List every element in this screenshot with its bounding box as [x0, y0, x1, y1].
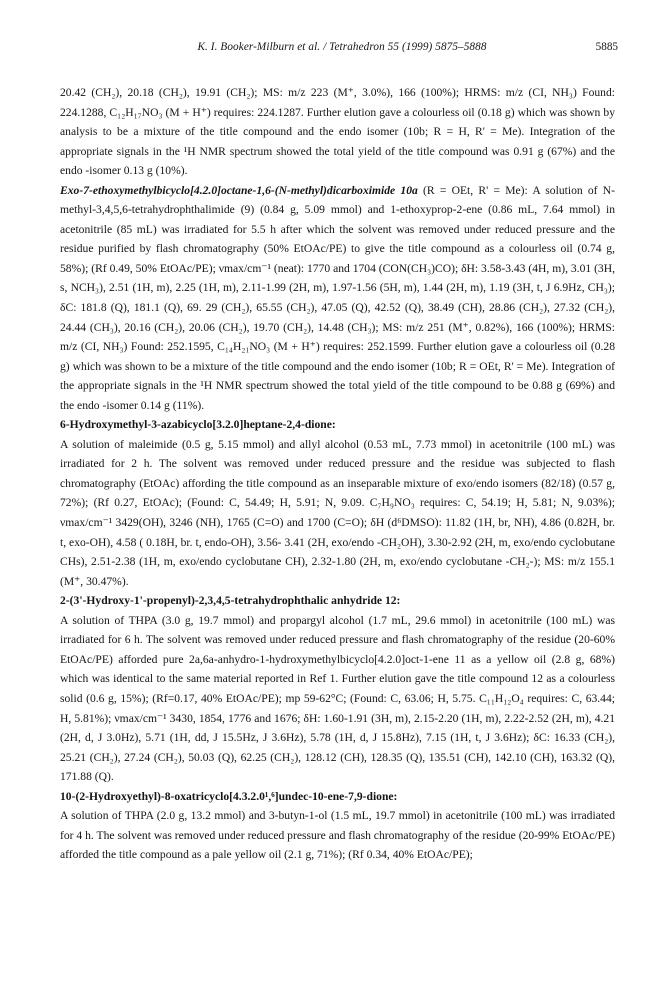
running-head: K. I. Booker-Milburn et al. / Tetrahedron 55 (1999) 5875–5888: [197, 41, 487, 53]
section-heading: 2-(3'-Hydroxy-1'-propenyl)-2,3,4,5-tetrahydrophthalic anhydride 12:: [60, 594, 401, 608]
paragraph-compound-10a: [60, 181, 615, 416]
paragraph-text: A solution of THPA (2.0 g, 13.2 mmol) and 3-butyn-1-ol (1.5 mL, 19.7 mmol) in acetonitrile (100 mL) was irradiated for 4 h. The solvent was removed under reduced pressure and flash chromatography of the residue (20-99% EtOAc/PE) afforded the title compound as a pale yellow oil (2.1 g, 71%); (Rf 0.34, 40% EtOAc/PE);: [60, 809, 615, 862]
compound-heading: Exo-7-ethoxymethylbicyclo[4.2.0]octane-1,6-(N-methyl)dicarboximide 10a: [60, 183, 418, 197]
section-heading: 6-Hydroxymethyl-3-azabicyclo[3.2.0]heptane-2,4-dione:: [60, 418, 336, 432]
section-heading: 10-(2-Hydroxyethyl)-8-oxatricyclo[4.3.2.0¹,⁶]undec-10-ene-7,9-dione:: [60, 789, 398, 803]
paragraph-text: 20.42 (CH₂), 20.18 (CH₂), 19.91 (CH₂); MS: m/z 223 (M⁺, 3.0%), 166 (100%); HRMS: m/z (CI, NH₃) Found: 224.1288, C₁₂H₁₇NO₃ (M + H⁺) requires: 224.1287. Further elution gave a colourless oil (0.18 g) which was shown by analysis to be a mixture of the title compound and the endo isomer (10b; R = H, R' = Me). Integration of the appropriate signals in the ¹H NMR spectrum showed the total yield of the title compound was 0.91 g (67%) and the endo -isomer 0.13 g (10%).: [60, 86, 615, 178]
paragraph-text: A solution of maleimide (0.5 g, 5.15 mmol) and allyl alcohol (0.53 mL, 7.73 mmol) in acetonitrile (100 mL) was irradiated for 2 h. The solvent was removed under reduced pressure and the residue was subjected to flash chromatography (EtOAc) affording the title compound as an inseparable mixture of exo/endo isomers (82/18) (0.57 g, 72%); (Rf 0.27, EtOAc); (Found: C, 54.49; H, 5.91; N, 9.09. C₇H₉NO₃ requires: C, 54.19; H, 5.81; N, 9.03%); νmax/cm⁻¹ 3429(OH), 3246 (NH), 1765 (C=O) and 1700 (C=O); δH (d⁶DMSO): 11.82 (1H, br, NH), 4.86 (0.82H, br. t, exo-OH), 4.58 ( 0.18H, br. t, endo-OH), 3.56- 3.41 (2H, exo/endo -CH₂OH), 3.30-2.92 (2H, m, exo/endo cyclobutane CHs), 2.51-2.38 (1H, m, exo/endo cyclobutane CH), 2.32-1.80 (2H, m, exo/endo cyclobutane -CH₂-); MS: m/z 155.1 (M⁺, 30.47%).: [60, 437, 615, 588]
paragraph-text: A solution of THPA (3.0 g, 19.7 mmol) and propargyl alcohol (1.7 mL, 29.6 mmol) in acetonitrile (100 mL) was irradiated for 6 h. The solvent was removed under reduced pressure and flash chromatography of the residue (20-60% EtOAc/PE) afforded pure 2a,6a-anhydro-1-hydroxymethylbicyclo[4.2.0]oct-1-ene 11 as a yellow oil (2.8 g, 68%) which was identical to the same material reported in Ref 1. Further elution gave the title compound 12 as a colourless solid (0.6 g, 15%); (Rf=0.17, 40% EtOAc/PE); mp 59-62°C; (Found: C, 63.06; H, 5.75. C₁₁H₁₂O₄ requires: C, 63.44; H, 5.81%); νmax/cm⁻¹ 3430, 1854, 1776 and 1676; δH: 1.60-1.91 (3H, m), 2.15-2.20 (1H, m), 2.22-2.52 (2H, m), 4.21 (2H, d, J 3.0Hz), 5.71 (1H, dd, J 15.5Hz, J 3.6Hz), 5.78 (1H, d, J 15.8Hz), 7.15 (1H, t, J 3.6Hz); δC: 16.33 (CH₂), 25.21 (CH₂), 27.24 (CH₂), 50.03 (Q), 62.25 (CH₂), 128.12 (CH), 128.35 (Q), 135.51 (CH), 142.10 (CH), 163.32 (Q), 171.88 (Q).: [60, 613, 615, 784]
paragraph-continued: [60, 83, 615, 181]
paragraph-text: (R = OEt, R' = Me): A solution of N-methyl-3,4,5,6-tetrahydrophthalimide (9) (0.84 g, 5.09 mmol) and 1-ethoxyprop-2-ene (0.86 mL, 7.64 mmol) in acetonitrile (85 mL) was irradiated for 5.5 h after which the solvent was removed under reduced pressure and the residue purified by flash chromatography (50% EtOAc/PE) to give the title compound as a colourless oil (0.74 g, 58%); (Rf 0.49, 50% EtOAc/PE); νmax/cm⁻¹ (neat): 1770 and 1704 (CON(CH₃)CO); δH: 3.58-3.43 (4H, m), 3.01 (3H, s, NCH₃), 2.51 (1H, m), 2.25 (1H, m), 2.11-1.99 (2H, m), 1.97-1.56 (5H, m), 1.44 (2H, m), 1.19 (3H, t, J 6.9Hz, CH₃); δC: 181.8 (Q), 181.1 (Q), 69. 29 (CH₂), 65.55 (CH₂), 47.05 (Q), 42.52 (Q), 38.49 (CH), 28.86 (CH₂), 27.32 (CH₂), 24.44 (CH₃), 20.16 (CH₂), 20.06 (CH₂), 19.70 (CH₂), 14.48 (CH₃); MS: m/z 251 (M⁺, 0.82%), 166 (100%); HRMS: m/z (CI, NH₃) Found: 252.1595, C₁₄H₂₁NO₃ (M + H⁺) requires: 252.1599. Further elution gave a colourless oil (0.28 g) which was shown to be a mixture of the title compound and the endo isomer (10b; R = OEt, R' = Me). Integration of the appropriate signals in the ¹H NMR spectrum showed the total yield of the title compound to be 0.88 g (69%) and the endo -isomer 0.14 g (11%).: [60, 183, 615, 412]
article-body: [60, 83, 615, 865]
page-number: 5885: [595, 41, 618, 53]
